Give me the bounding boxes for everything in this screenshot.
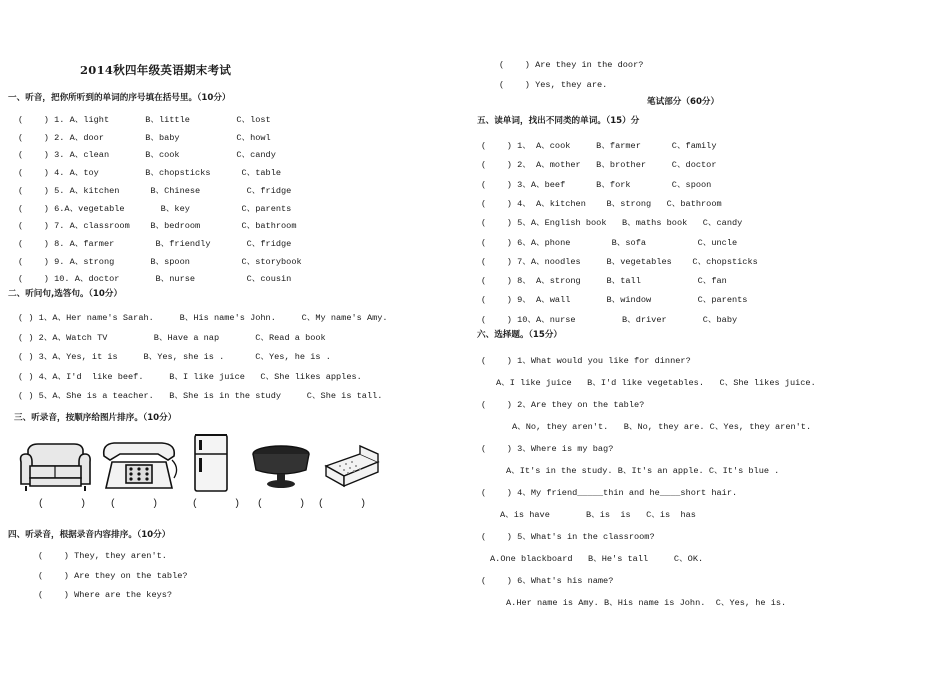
part-1-item: ( ) 8. A、farmer B、friendly C、fridge bbox=[18, 238, 292, 249]
section-6-heading: 六、选择题。（15分） bbox=[477, 330, 563, 340]
bed-picture bbox=[320, 444, 382, 490]
part-4-item: ( ) Yes, they are. bbox=[499, 80, 608, 90]
part-1-item: ( ) 4. A、toy B、chopsticks C、table bbox=[18, 168, 282, 179]
part-1-item: ( ) 3. A、clean B、cook C、candy bbox=[18, 150, 276, 161]
part-5-item: ( ) 10、A、nurse B、driver C、baby bbox=[481, 314, 738, 325]
part-4-item: ( ) Are they on the table? bbox=[38, 571, 188, 581]
section-5-heading: 五、读单词，找出不同类的单词。（15）分 bbox=[477, 116, 640, 126]
part-5-item: ( ) 2、 A、mother B、brother C、doctor bbox=[481, 160, 717, 171]
written-part-heading: 笔试部分（60分） bbox=[647, 97, 720, 107]
section-3-heading: 三、听录音，按顺序给图片排序。（10分） bbox=[14, 413, 177, 423]
part-1-item: ( ) 9. A、strong B、spoon C、storybook bbox=[18, 256, 302, 267]
question: ( ) 4、My friend_____thin and he____short hair. bbox=[481, 488, 738, 498]
answer-bracket: ( ) bbox=[318, 499, 367, 510]
answer-bracket: ( ) bbox=[110, 499, 159, 510]
question: ( ) 2、Are they on the table? bbox=[481, 400, 645, 410]
part-5-item: ( ) 6、A、phone B、sofa C、uncle bbox=[481, 237, 738, 248]
part-1-item: ( ) 1. A、light B、little C、lost bbox=[18, 115, 271, 125]
part-5-item: ( ) 7、A、noodles B、vegetables C、chopsticks bbox=[481, 256, 758, 267]
sofa-picture bbox=[18, 440, 92, 494]
section-1-heading: 一、听音，把你所听到的单词的序号填在括号里。（10分） bbox=[8, 93, 231, 103]
part-2-item: ( ) 2、A、Watch TV B、Have a nap C、Read a book bbox=[18, 332, 326, 343]
question: ( ) 5、What's in the classroom? bbox=[481, 532, 655, 542]
section-4-heading: 四、听录音，根据录音内容排序。（10分） bbox=[8, 530, 171, 540]
part-2-item: ( ) 5、A、She is a teacher. B、She is in the study C、She is tall. bbox=[18, 391, 383, 401]
part-5-item: ( ) 1、 A、cook B、farmer C、family bbox=[481, 141, 717, 151]
part-5-item: ( ) 8、 A、strong B、tall C、fan bbox=[481, 276, 727, 287]
part-2-item: ( ) 3、A、Yes, it is B、Yes, she is . C、Yes, he is . bbox=[18, 352, 331, 362]
part-5-item: ( ) 4、 A、kitchen B、strong C、bathroom bbox=[481, 198, 722, 209]
answer-options: A.One blackboard B、He's tall C、OK. bbox=[490, 553, 704, 564]
answer-options: A、I like juice B、I'd like vegetables. C、She likes juice. bbox=[496, 377, 816, 388]
table-picture bbox=[250, 444, 312, 490]
part-4-item: ( ) Are they in the door? bbox=[499, 60, 644, 70]
question: ( ) 6、What's his name? bbox=[481, 576, 614, 586]
fridge-picture bbox=[190, 432, 232, 494]
part-1-item: ( ) 2. A、door B、baby C、howl bbox=[18, 132, 271, 143]
answer-options: A、is have B、is is C、is has bbox=[500, 509, 696, 520]
question: ( ) 1、What would you like for dinner? bbox=[481, 356, 691, 366]
part-5-item: ( ) 9、 A、wall B、window C、parents bbox=[481, 295, 748, 306]
answer-bracket: ( ) bbox=[38, 499, 87, 510]
part-1-item: ( ) 5. A、kitchen B、Chinese C、fridge bbox=[18, 185, 292, 196]
part-1-item: ( ) 7. A、classroom B、bedroom C、bathroom bbox=[18, 221, 297, 232]
part-1-item: ( ) 6.A、vegetable B、key C、parents bbox=[18, 203, 292, 214]
answer-options: A、It's in the study. B、It's an apple. C、It's blue . bbox=[506, 465, 780, 476]
part-4-item: ( ) Where are the keys? bbox=[38, 590, 173, 600]
part-2-item: ( ) 4、A、I'd like beef. B、I like juice C、She likes apples. bbox=[18, 371, 362, 382]
question: ( ) 3、Where is my bag? bbox=[481, 444, 614, 454]
answer-bracket: ( ) bbox=[192, 499, 241, 510]
telephone-picture bbox=[98, 438, 180, 494]
section-2-heading: 二、听问句,选答句。（10分） bbox=[8, 289, 123, 299]
part-4-item: ( ) They, they aren't. bbox=[38, 551, 167, 561]
part-5-item: ( ) 3、A、beef B、fork C、spoon bbox=[481, 179, 712, 190]
page-title: 2014秋四年级英语期末考试 bbox=[80, 63, 232, 77]
part-5-item: ( ) 5、A、English book B、maths book C、candy bbox=[481, 218, 743, 229]
part-1-item: ( ) 10. A、doctor B、nurse C、cousin bbox=[18, 274, 292, 285]
part-2-item: ( ) 1、A、Her name's Sarah. B、His name's John. C、My name's Amy. bbox=[18, 313, 388, 323]
answer-options: A.Her name is Amy. B、His name is John. C、Yes, he is. bbox=[506, 597, 787, 608]
answer-bracket: ( ) bbox=[257, 499, 306, 510]
answer-options: A、No, they aren't. B、No, they are. C、Yes, they aren't. bbox=[512, 421, 812, 432]
